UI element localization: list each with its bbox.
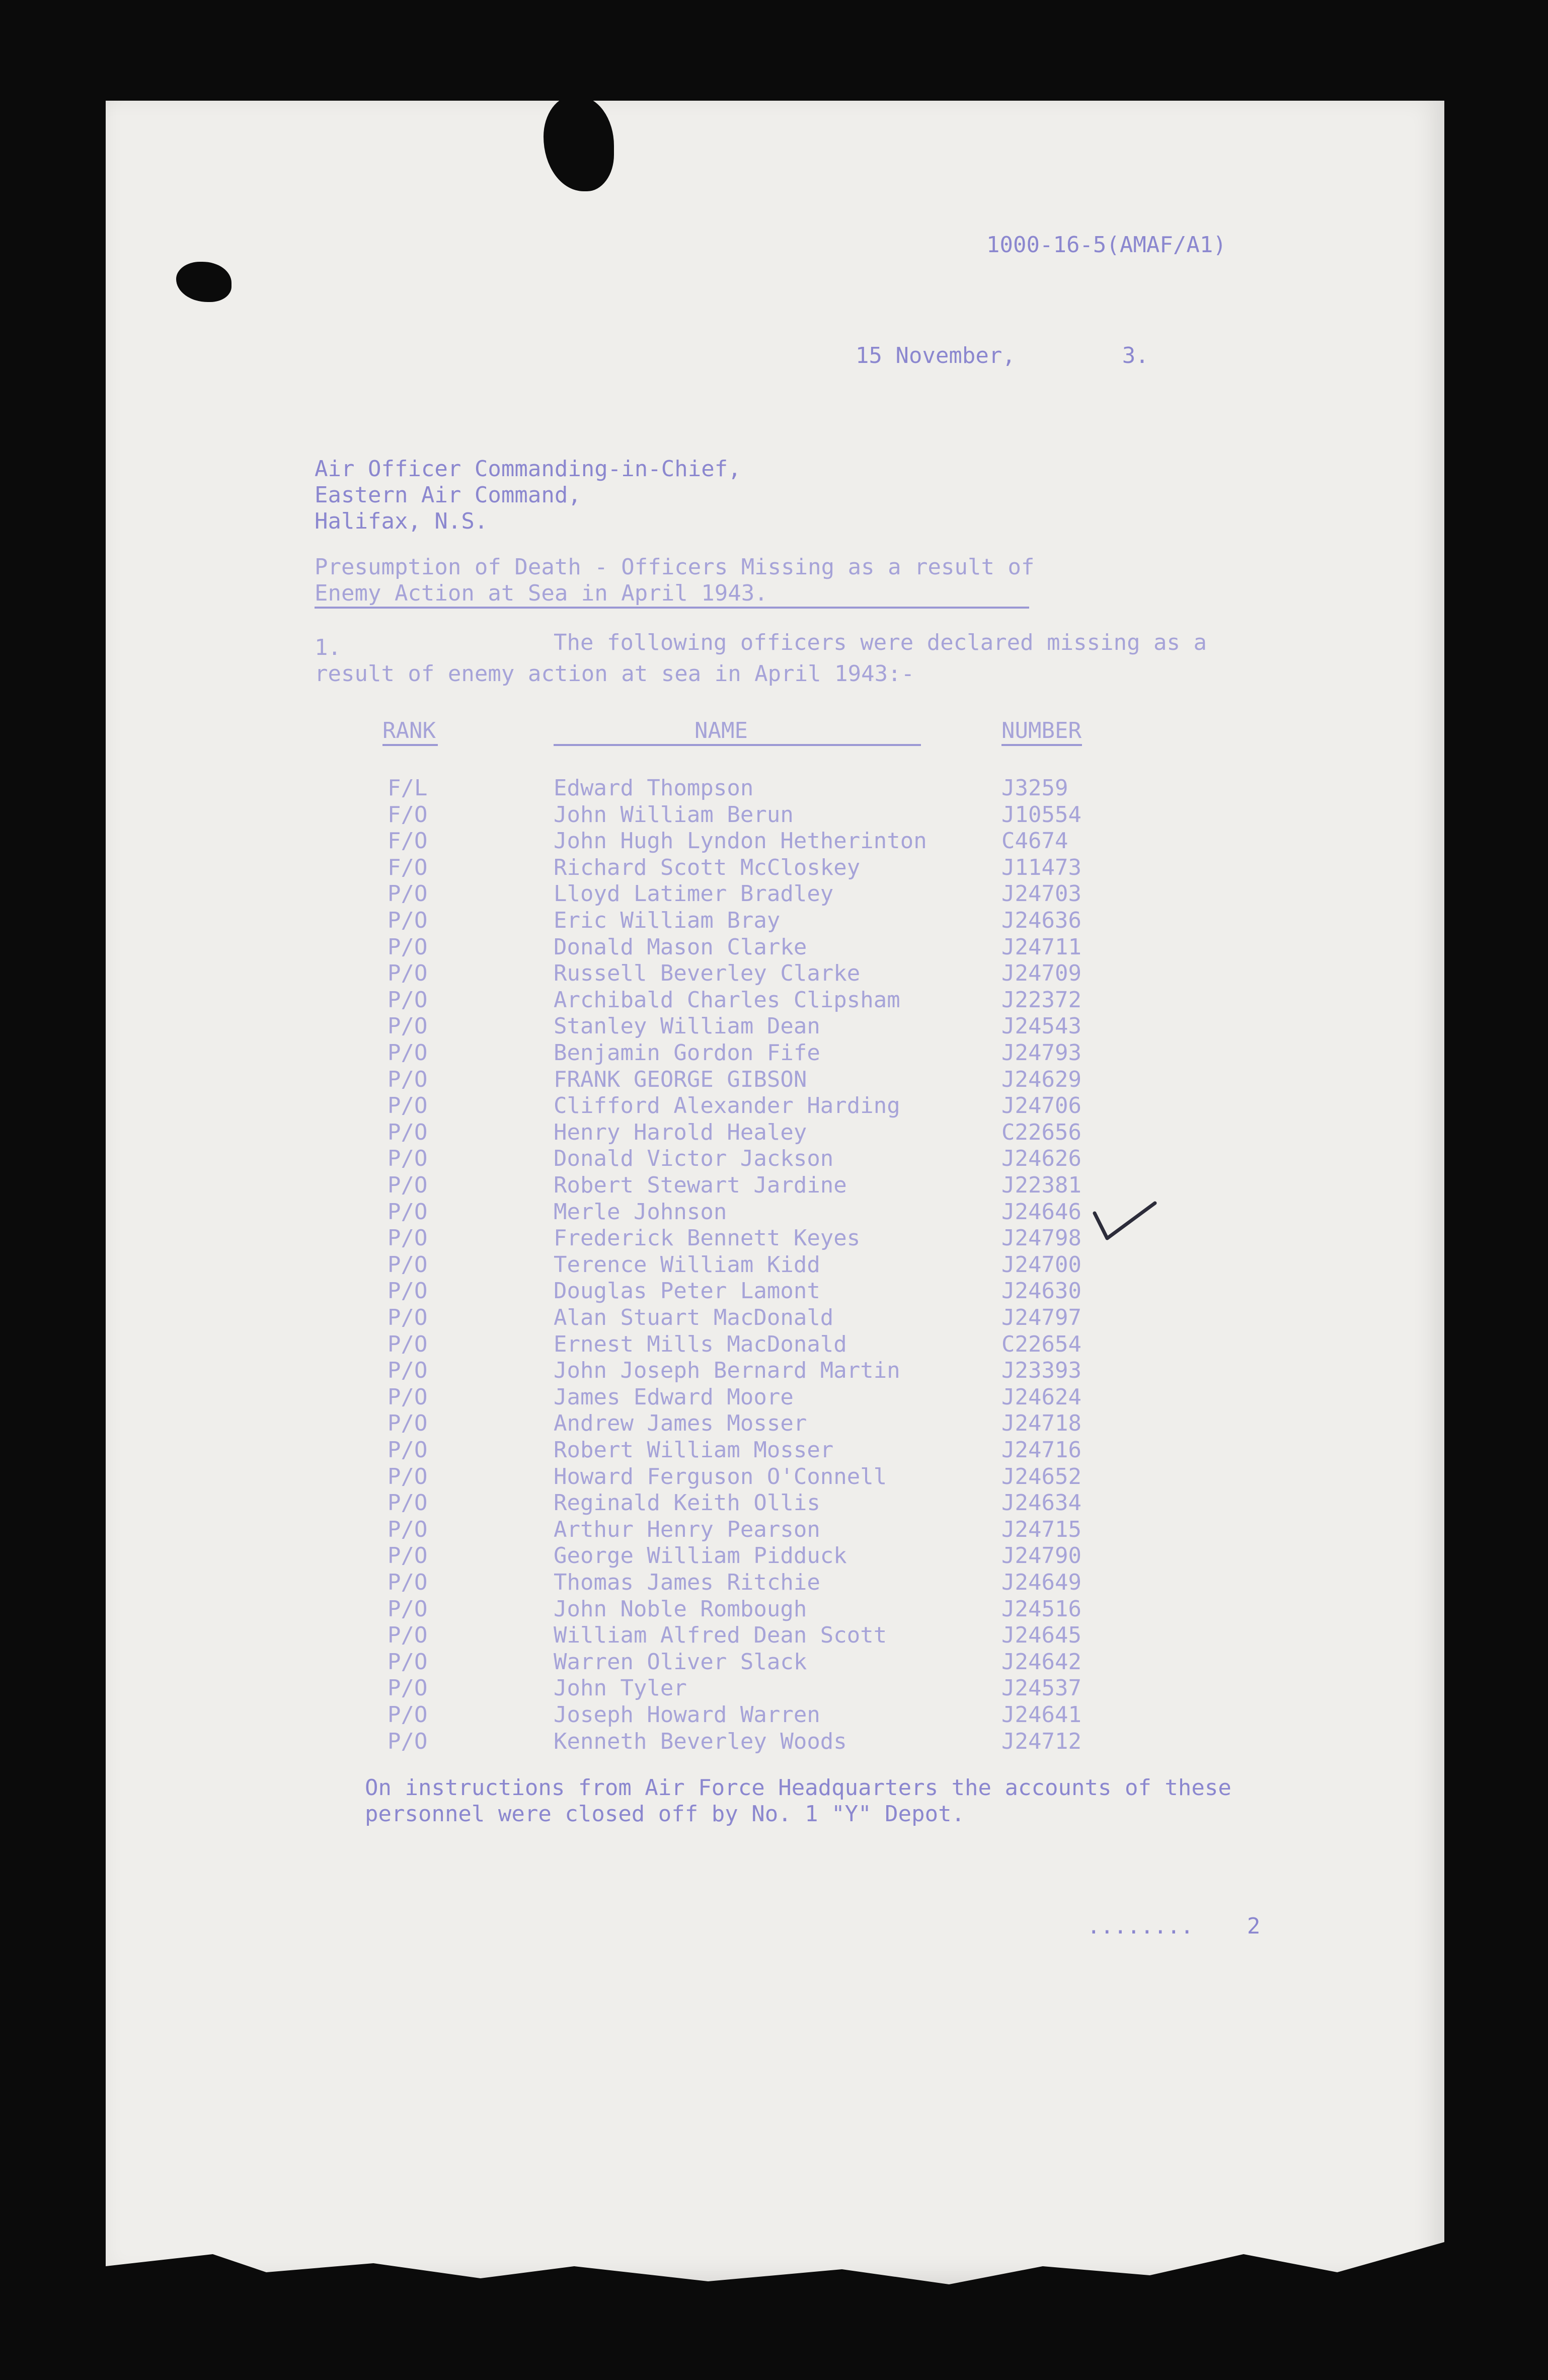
cell-rank: P/O <box>388 1543 428 1569</box>
table-row <box>106 1093 1444 1119</box>
table-row <box>106 934 1444 960</box>
cell-number: J24634 <box>1001 1490 1081 1516</box>
cell-name: Ernest Mills MacDonald <box>554 1331 847 1357</box>
cell-rank: P/O <box>388 1251 428 1278</box>
cell-name: Henry Harold Healey <box>554 1119 807 1145</box>
cell-rank: P/O <box>388 1172 428 1198</box>
paragraph-text-line-1: The following officers were declared missing as a <box>554 630 1207 655</box>
table-row <box>106 1437 1444 1463</box>
cell-rank: P/O <box>388 1331 428 1357</box>
addressee-line-1: Air Officer Commanding-in-Chief, <box>315 456 741 482</box>
cell-name: Donald Victor Jackson <box>554 1146 834 1172</box>
paragraph-text-line-2: result of enemy action at sea in April 1943:- <box>315 661 915 687</box>
cell-number: C4674 <box>1001 828 1068 854</box>
cell-name: John Noble Rombough <box>554 1596 807 1622</box>
cell-rank: P/O <box>388 1596 428 1622</box>
cell-name: William Alfred Dean Scott <box>554 1622 887 1649</box>
cell-name: Andrew James Mosser <box>554 1410 807 1437</box>
table-row <box>106 1384 1444 1410</box>
table-row <box>106 908 1444 934</box>
cell-number: J11473 <box>1001 854 1081 880</box>
table-row <box>106 1410 1444 1437</box>
header-name: NAME <box>694 718 748 743</box>
cell-number: J24537 <box>1001 1675 1081 1701</box>
cell-rank: P/O <box>388 1410 428 1437</box>
cell-number: J24793 <box>1001 1040 1081 1066</box>
cell-name: James Edward Moore <box>554 1384 794 1410</box>
table-row <box>106 1252 1444 1278</box>
cell-rank: P/O <box>388 1463 428 1490</box>
header-rank: RANK <box>382 718 436 743</box>
paragraph-number: 1. <box>315 635 341 660</box>
cell-rank: P/O <box>388 1199 428 1225</box>
cell-name: Arthur Henry Pearson <box>554 1516 820 1542</box>
cell-number: J24798 <box>1001 1225 1081 1251</box>
cell-rank: P/O <box>388 1675 428 1701</box>
cell-name: George William Pidduck <box>554 1543 847 1569</box>
cell-name: John William Berun <box>554 801 794 828</box>
cell-rank: P/O <box>388 1516 428 1542</box>
letter-date: 15 November, 3. <box>856 343 1149 368</box>
table-row <box>106 960 1444 987</box>
cell-number: C22654 <box>1001 1331 1081 1357</box>
continuation-marker: ........ 2 <box>1087 1913 1261 1939</box>
cell-name: FRANK GEORGE GIBSON <box>554 1066 807 1092</box>
file-reference: 1000-16-5(AMAF/A1) <box>986 232 1226 258</box>
cell-name: Donald Mason Clarke <box>554 934 807 960</box>
table-row <box>106 1040 1444 1066</box>
cell-rank: P/O <box>388 1437 428 1463</box>
cell-rank: F/O <box>388 854 428 880</box>
cell-rank: P/O <box>388 1305 428 1330</box>
table-row <box>106 1649 1444 1675</box>
cell-number: J24516 <box>1001 1596 1081 1622</box>
cell-rank: P/O <box>388 1225 428 1251</box>
cell-rank: P/O <box>388 987 428 1013</box>
cell-name: Reginald Keith Ollis <box>554 1490 820 1516</box>
cell-rank: P/O <box>388 1119 428 1145</box>
cell-rank: F/L <box>388 775 428 801</box>
cell-number: J24715 <box>1001 1516 1081 1542</box>
cell-number: J3259 <box>1001 775 1068 801</box>
cell-rank: P/O <box>388 1146 428 1172</box>
subject-line-1: Presumption of Death - Officers Missing as a result of <box>315 554 1035 580</box>
table-row <box>106 1146 1444 1172</box>
cell-name: Stanley William Dean <box>554 1013 820 1039</box>
table-row <box>106 1278 1444 1304</box>
cell-name: John Tyler <box>554 1675 687 1701</box>
cell-rank: F/O <box>388 828 428 854</box>
cell-rank: P/O <box>388 1728 428 1754</box>
cell-number: J24645 <box>1001 1622 1081 1649</box>
cell-rank: P/O <box>388 1490 428 1516</box>
cell-name: Howard Ferguson O'Connell <box>554 1463 887 1490</box>
cell-rank: P/O <box>388 1013 428 1039</box>
table-row <box>106 828 1444 854</box>
pencil-checkmark-icon <box>1092 1198 1157 1243</box>
cell-rank: F/O <box>388 801 428 828</box>
cell-number: J24642 <box>1001 1649 1081 1675</box>
cell-name: Merle Johnson <box>554 1199 727 1225</box>
addressee-line-2: Eastern Air Command, <box>315 482 581 508</box>
cell-number: J24718 <box>1001 1410 1081 1437</box>
cell-number: J24716 <box>1001 1437 1081 1463</box>
table-row <box>106 1729 1444 1755</box>
cell-number: J10554 <box>1001 801 1081 828</box>
cell-rank: P/O <box>388 934 428 960</box>
cell-number: J22372 <box>1001 987 1081 1013</box>
cell-number: J24790 <box>1001 1543 1081 1569</box>
header-number: NUMBER <box>1001 718 1081 743</box>
cell-number: J24706 <box>1001 1093 1081 1119</box>
table-row <box>106 1013 1444 1039</box>
cell-name: John Joseph Bernard Martin <box>554 1358 900 1384</box>
cell-number: J22381 <box>1001 1172 1081 1198</box>
table-row <box>106 881 1444 907</box>
table-row <box>106 987 1444 1013</box>
table-row <box>106 1331 1444 1358</box>
cell-number: J24711 <box>1001 934 1081 960</box>
cell-name: Lloyd Latimer Bradley <box>554 881 834 907</box>
cell-rank: P/O <box>388 1702 428 1728</box>
table-row <box>106 1517 1444 1543</box>
cell-name: Douglas Peter Lamont <box>554 1278 820 1304</box>
cell-name: Kenneth Beverley Woods <box>554 1728 847 1754</box>
table-row <box>106 1622 1444 1649</box>
cell-name: Alan Stuart MacDonald <box>554 1305 834 1330</box>
table-row <box>106 1120 1444 1146</box>
addressee-line-3: Halifax, N.S. <box>315 508 488 534</box>
table-row <box>106 775 1444 801</box>
cell-rank: P/O <box>388 1570 428 1595</box>
cell-rank: P/O <box>388 960 428 987</box>
cell-name: Richard Scott McCloskey <box>554 854 861 880</box>
table-row <box>106 1702 1444 1728</box>
cell-rank: P/O <box>388 1093 428 1119</box>
document-page <box>106 101 1444 2285</box>
table-row <box>106 1596 1444 1622</box>
cell-rank: P/O <box>388 1066 428 1092</box>
officer-roster-table <box>106 101 1444 2285</box>
cell-name: Archibald Charles Clipsham <box>554 987 900 1013</box>
cell-number: J24700 <box>1001 1251 1081 1278</box>
cell-name: Russell Beverley Clarke <box>554 960 861 987</box>
cell-number: C22656 <box>1001 1119 1081 1145</box>
cell-rank: P/O <box>388 908 428 933</box>
cell-name: Joseph Howard Warren <box>554 1702 820 1728</box>
cell-number: J24630 <box>1001 1278 1081 1304</box>
cell-name: Warren Oliver Slack <box>554 1649 807 1675</box>
cell-name: Robert William Mosser <box>554 1437 834 1463</box>
table-row <box>106 1199 1444 1225</box>
table-row <box>106 1490 1444 1516</box>
cell-number: J24629 <box>1001 1066 1081 1092</box>
cell-rank: P/O <box>388 1622 428 1649</box>
table-row <box>106 1067 1444 1093</box>
closing-line-2: personnel were closed off by No. 1 "Y" Depot. <box>365 1801 965 1827</box>
table-row <box>106 1358 1444 1384</box>
cell-name: Robert Stewart Jardine <box>554 1172 847 1198</box>
cell-number: J24703 <box>1001 881 1081 907</box>
table-row <box>106 1570 1444 1596</box>
table-row <box>106 1225 1444 1251</box>
cell-number: J24626 <box>1001 1146 1081 1172</box>
cell-rank: P/O <box>388 881 428 907</box>
cell-number: J24543 <box>1001 1013 1081 1039</box>
cell-number: J24652 <box>1001 1463 1081 1490</box>
cell-rank: P/O <box>388 1649 428 1675</box>
cell-number: J24649 <box>1001 1570 1081 1595</box>
cell-number: J23393 <box>1001 1358 1081 1384</box>
cell-number: J24646 <box>1001 1199 1081 1225</box>
table-row <box>106 802 1444 828</box>
cell-name: Clifford Alexander Harding <box>554 1093 900 1119</box>
cell-name: Edward Thompson <box>554 775 754 801</box>
cell-number: J24797 <box>1001 1305 1081 1330</box>
cell-number: J24641 <box>1001 1702 1081 1728</box>
cell-name: Eric William Bray <box>554 908 781 933</box>
cell-number: J24712 <box>1001 1728 1081 1754</box>
cell-rank: P/O <box>388 1358 428 1384</box>
table-row <box>106 855 1444 881</box>
cell-name: Benjamin Gordon Fife <box>554 1040 820 1066</box>
cell-name: John Hugh Lyndon Hetherinton <box>554 828 927 854</box>
cell-number: J24709 <box>1001 960 1081 987</box>
subject-line-2: Enemy Action at Sea in April 1943. <box>315 580 768 606</box>
table-row <box>106 1543 1444 1569</box>
table-row <box>106 1172 1444 1199</box>
cell-number: J24624 <box>1001 1384 1081 1410</box>
cell-rank: P/O <box>388 1278 428 1304</box>
cell-rank: P/O <box>388 1384 428 1410</box>
cell-name: Terence William Kidd <box>554 1251 820 1278</box>
cell-name: Frederick Bennett Keyes <box>554 1225 861 1251</box>
cell-name: Thomas James Ritchie <box>554 1570 820 1595</box>
table-row <box>106 1675 1444 1701</box>
closing-line-1: On instructions from Air Force Headquarters the accounts of these <box>365 1775 1231 1801</box>
cell-rank: P/O <box>388 1040 428 1066</box>
cell-number: J24636 <box>1001 908 1081 933</box>
table-row <box>106 1305 1444 1331</box>
table-row <box>106 1464 1444 1490</box>
